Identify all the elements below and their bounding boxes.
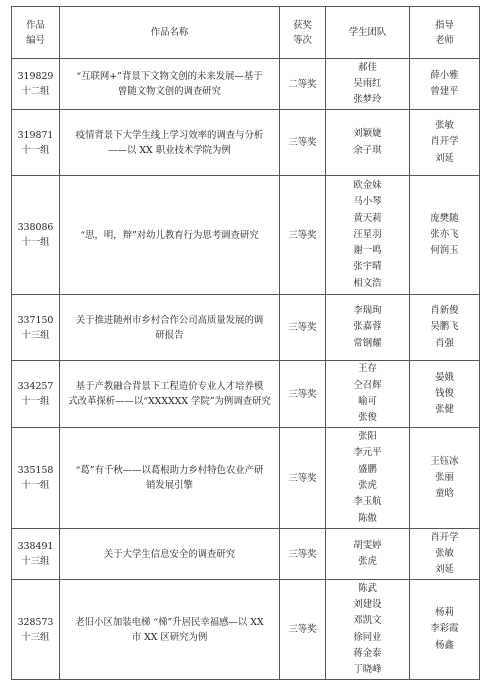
advisor-list-line: 王钰冰: [430, 455, 459, 467]
table-row: [12, 110, 480, 176]
awards-table: [11, 6, 480, 680]
student-team-line: 刘颖婕: [353, 128, 382, 140]
table-row: [12, 59, 480, 110]
entry-number: [12, 428, 60, 529]
student-team-line: 欧金妹: [353, 179, 382, 191]
entry-name: [60, 361, 280, 428]
header-team: 学生团队: [326, 7, 410, 59]
prize-level: 三等奖: [280, 428, 326, 529]
advisor-list-line: 薛小雅: [430, 69, 459, 81]
student-team-line: 谢一鸣: [353, 245, 382, 257]
prize-level: 三等奖: [280, 110, 326, 176]
entry-name-line: 关于推进随州市乡村合作公司高质量发展的调: [75, 314, 264, 326]
student-team-line: 李元平: [353, 447, 382, 459]
advisor-list-line: 李彩霞: [430, 623, 459, 635]
prize-level: 二等奖: [280, 59, 326, 110]
table-row: [12, 428, 480, 529]
advisor-list-line: 肖新俊: [430, 305, 459, 317]
entry-name-line: 关于大学生信息安全的调查研究: [103, 548, 236, 560]
student-team-line: 张虎: [358, 480, 377, 491]
entry-number: [12, 59, 60, 110]
prize-level: 三等奖: [280, 529, 326, 580]
advisor-list-line: 张亦飞: [430, 228, 459, 240]
entry-name-line: ——以 XX 职业技术学院为例: [108, 144, 231, 156]
student-team-line: 张俊: [358, 412, 377, 424]
advisor-list-line: 刘延: [435, 152, 454, 164]
advisor-list-line: 晏娥: [435, 371, 454, 383]
entry-name: [60, 428, 280, 529]
student-team-line: 仝召辉: [353, 379, 382, 391]
entry-number: [12, 295, 60, 361]
entry-name-line: 疫情背景下大学生线上学习效率的调查与分析: [75, 129, 264, 141]
entry-number-line: 十一组: [21, 144, 50, 156]
entry-number-line: 328573: [17, 616, 54, 628]
prize-level: 三等奖: [280, 176, 326, 295]
student-team-line: 余子琪: [353, 144, 382, 156]
advisor-list: [410, 580, 480, 680]
entry-number: [12, 580, 60, 680]
prize-level: 三等奖: [280, 580, 326, 680]
student-team: [326, 176, 410, 295]
header-prize: 获奖 等次: [280, 7, 326, 59]
student-team-line: 蒋金泰: [353, 647, 382, 659]
advisor-list-line: 钱俊: [435, 387, 454, 399]
advisor-list-line: 刘延: [435, 564, 454, 576]
student-team: [326, 295, 410, 361]
student-team: [326, 110, 410, 176]
entry-number-line: 十一组: [21, 396, 50, 407]
student-team: [326, 580, 410, 680]
prize-level: 三等奖: [280, 295, 326, 361]
advisor-list-line: 张敏: [435, 547, 454, 559]
header-number: 作品 编号: [12, 7, 60, 59]
student-team-line: 刘建设: [353, 598, 382, 610]
entry-name-line: 市 XX 区研究为例: [131, 631, 208, 643]
student-team-line: 吴雨红: [353, 77, 382, 89]
student-team-line: 张虎: [358, 556, 377, 567]
header-advisor: 指导 老师: [410, 7, 480, 59]
entry-number: [12, 110, 60, 176]
entry-number-line: 十二组: [21, 86, 50, 97]
table-row: [12, 295, 480, 361]
student-team: [326, 361, 410, 428]
entry-name-line: “思，明，辩”对幼儿教育行为思考调查研究: [80, 229, 259, 241]
student-team-line: 徐同业: [353, 631, 382, 643]
entry-number: [12, 529, 60, 580]
advisor-list-line: 张丽: [435, 471, 454, 483]
student-team-line: 汪星羽: [353, 228, 382, 240]
student-team-line: 李玉航: [353, 496, 382, 508]
advisor-list-line: 肖开学: [430, 531, 459, 543]
entry-name: [60, 529, 280, 580]
advisor-list-line: 张敏: [435, 120, 454, 132]
student-team: [326, 428, 410, 529]
entry-name-line: 曾随文物文创的调查研究: [117, 86, 222, 97]
entry-name: [60, 580, 280, 680]
prize-level: 三等奖: [280, 361, 326, 428]
entry-number-line: 十三组: [21, 329, 50, 341]
entry-number-line: 335158: [17, 465, 54, 476]
advisor-list-line: 杨莉: [435, 607, 454, 619]
advisor-list-line: 庞樊随: [430, 212, 459, 224]
entry-name-line: “葛”有千秋——以葛根助力乡村特色农业产研: [75, 465, 264, 476]
entry-number-line: 十一组: [21, 237, 50, 248]
entry-name-line: 老旧小区加装电梯 “梯”升居民幸福感—以 XX: [75, 616, 264, 628]
table-row: [12, 580, 480, 680]
entry-name: [60, 110, 280, 176]
student-team-line: 李瑞珣: [353, 305, 382, 317]
student-team-line: 张嘉蓉: [353, 321, 382, 333]
student-team-line: 丁晓峰: [353, 664, 382, 676]
entry-number-line: 十三组: [21, 556, 50, 567]
header-name: 作品名称: [60, 7, 280, 59]
advisor-list: [410, 110, 480, 176]
header-row: [12, 7, 480, 59]
student-team-line: 常钢耀: [353, 337, 382, 349]
student-team-line: 郝佳: [358, 61, 377, 73]
student-team-line: 王存: [358, 363, 377, 375]
advisor-list-line: 吴鹏飞: [430, 321, 459, 333]
student-team-line: 喻可: [358, 396, 377, 407]
student-team-line: 陈武: [358, 582, 377, 594]
advisor-list: [410, 295, 480, 361]
advisor-list-line: 何润玉: [430, 245, 459, 257]
table-row: [12, 176, 480, 295]
advisor-list-line: 杨鑫: [435, 639, 454, 651]
entry-name: [60, 295, 280, 361]
advisor-list: [410, 176, 480, 295]
table-row: [12, 361, 480, 428]
entry-number: [12, 361, 60, 428]
advisor-list: [410, 59, 480, 110]
advisor-list-line: 曾建平: [430, 86, 459, 97]
student-team-line: 陈傲: [358, 512, 377, 524]
entry-number-line: 十三组: [21, 631, 50, 643]
student-team-line: 马小琴: [353, 196, 382, 208]
entry-name: [60, 59, 280, 110]
entry-name-line: 研报告: [155, 329, 184, 341]
advisor-list-line: 童晗: [435, 488, 454, 500]
student-team-line: 张宇晴: [353, 261, 382, 273]
student-team-line: 张梦玲: [353, 94, 382, 106]
advisor-list: [410, 529, 480, 580]
advisor-list-line: 肖强: [435, 337, 454, 349]
student-team-line: 胡雯婷: [353, 539, 382, 551]
advisor-list-line: 张健: [435, 404, 454, 416]
student-team: [326, 529, 410, 580]
entry-name-line: 基于产教融合背景下工程造价专业人才培养模: [75, 381, 264, 392]
advisor-list-line: 肖开学: [430, 136, 459, 148]
advisor-list: [410, 428, 480, 529]
student-team-line: 邓凯文: [353, 615, 382, 627]
entry-number-line: 338086: [17, 222, 54, 233]
student-team-line: 相文浩: [353, 277, 382, 289]
entry-number-line: 319829: [17, 71, 54, 82]
student-team-line: 张阳: [358, 431, 377, 443]
entry-name-line: 销发展引擎: [146, 480, 193, 491]
entry-name: [60, 176, 280, 295]
entry-number-line: 十一组: [21, 480, 50, 491]
entry-name-line: 式改革探析——以“XXXXXX 学院”为例调查研究: [68, 396, 271, 407]
entry-name-line: “互联网+”背景下文物文创的未来发展—基于: [76, 71, 263, 82]
table-row: [12, 529, 480, 580]
student-team-line: 盛鹏: [358, 463, 377, 475]
entry-number-line: 337150: [17, 314, 54, 326]
entry-number-line: 319871: [17, 129, 54, 141]
advisor-list: [410, 361, 480, 428]
student-team-line: 黄天莉: [353, 212, 382, 224]
entry-number-line: 334257: [17, 381, 54, 392]
entry-number-line: 338491: [17, 541, 54, 552]
entry-number: [12, 176, 60, 295]
student-team: [326, 59, 410, 110]
